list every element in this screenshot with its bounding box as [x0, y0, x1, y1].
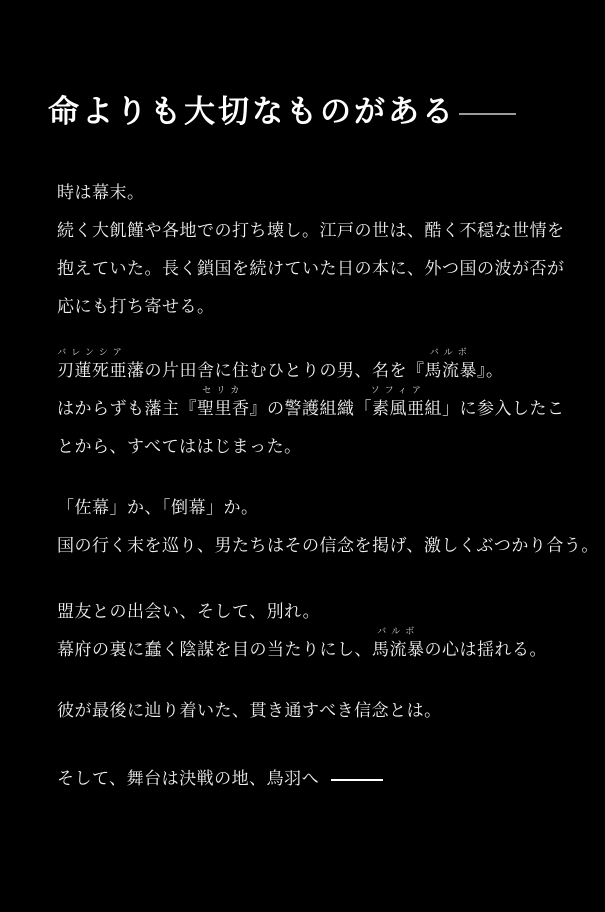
story-line	[48, 428, 565, 466]
ruby-base-text: ソフィア 素風亜	[370, 386, 426, 419]
story-paragraph	[48, 593, 565, 669]
story-line	[48, 250, 565, 288]
title-dash-line	[459, 113, 516, 115]
story-text: 時は幕末。	[57, 183, 145, 203]
story-text: 組」に参入したこ	[424, 399, 565, 419]
ruby-base-text: セリカ 聖里香	[197, 386, 250, 419]
furigana-text: セリカ	[202, 386, 245, 396]
story-line	[48, 489, 565, 527]
story-text: 抱えていた。長く鎖国を続けていた日の本に、外つ国の波が否が	[57, 259, 565, 279]
story-line	[48, 760, 565, 798]
story-line	[48, 593, 565, 631]
story-line	[48, 288, 565, 326]
story-text: 盟友との出会い、そして、別れ。	[57, 602, 321, 622]
story-text: 応にも打ち寄せる。	[57, 297, 215, 317]
story-title-text: 命よりも大切なものがある	[48, 94, 456, 130]
story-line	[48, 692, 565, 730]
story-title	[48, 92, 565, 132]
end-dash-line	[331, 779, 383, 781]
ruby-base-text: バルボ 馬流暴	[372, 627, 425, 660]
story-line	[48, 348, 565, 390]
story-text: 国の行く末を巡り、男たちはその信念を掲げ、激しくぶつかり合う。	[57, 536, 599, 556]
ruby-base-text: バルボ 馬流暴	[424, 348, 477, 381]
story-paragraph	[48, 174, 565, 326]
story-text: とから、すべてははじまった。	[57, 437, 302, 457]
story-text: そして、舞台は決戦の地、鳥羽へ	[57, 769, 320, 789]
story-text: の心は揺れる。	[424, 640, 547, 660]
story-paragraph	[48, 692, 565, 730]
story-text: 藩の片田舎に住むひとりの男、名を『	[127, 361, 425, 381]
story-text: 続く大飢饉や各地での打ち壊し。江戸の世は、酷く不穏な世情を	[57, 221, 565, 241]
furigana-text: ソフィア	[370, 386, 426, 396]
story-line	[48, 627, 565, 669]
story-text: 』。	[477, 361, 504, 381]
story-line	[48, 527, 599, 565]
ruby-base-text: バレンシア 刃蓮死亜	[57, 348, 127, 381]
story-paragraph	[48, 348, 565, 466]
story-text: 』の警護組織「	[249, 399, 372, 419]
story-text: 彼が最後に辿り着いた、貫き通すべき信念とは。	[57, 701, 442, 721]
story-paragraph	[48, 489, 599, 565]
story-text: 「佐幕」か、「倒幕」か。	[57, 498, 259, 518]
furigana-text: バルボ	[429, 348, 472, 358]
story-line	[48, 174, 565, 212]
story-line	[48, 386, 565, 428]
story-line	[48, 212, 565, 250]
furigana-text: バルボ	[377, 627, 420, 637]
story-text: はからずも藩主『	[57, 399, 197, 419]
story-text: 幕府の裏に蠢く陰謀を目の当たりにし、	[57, 640, 372, 660]
story-body	[48, 174, 599, 798]
story-paragraph	[48, 760, 565, 798]
furigana-text: バレンシア	[57, 348, 127, 358]
